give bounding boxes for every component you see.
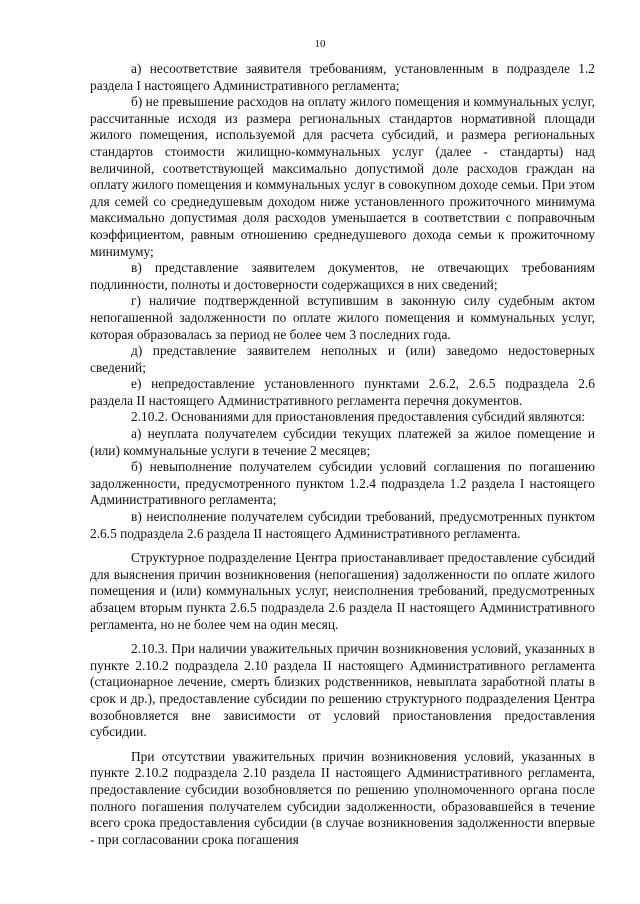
- page-number: 10: [314, 38, 326, 50]
- paragraph-no-valid-reasons: При отсутствии уважительных причин возникновения условий, указанных в пункте 2.10.2 подраздела 2.10 раздела II настоящего Административного регламента, предоставление субсидии возобновляется по решению уполномоченного органа после полного погашения получателем субсидии задолженности, образовавшейся в течение всего срока предоставления субсидии (в случае возникновения задолженности впервые - при согласовании срока погашения: [90, 748, 595, 847]
- paragraph-condition-b: б) не превышение расходов на оплату жилого помещения и коммунальных услуг, рассчитанные исходя из размера региональных стандартов нормативной площади жилого помещения, используемой для расчета субсидий, и размера региональных стандартов стоимости жилищно-коммунальных услуг (далее - стандарты) над величиной, соответствующей максимально допустимой доле расходов граждан на оплату жилого помещения и коммунальных услуг в совокупном доходе семьи. При этом для семей со среднедушевым доходом ниже установленного прожиточного минимума максимально допустимая доля расходов уменьшается в соответствии с поправочным коэффициентом, равным отношению среднедушевого дохода семьи к прожиточному минимуму;: [90, 94, 595, 259]
- paragraph-condition-a: а) несоответствие заявителя требованиям, установленным в подразделе 1.2 раздела I настоящего Административного регламента;: [90, 61, 595, 93]
- paragraph-condition-v: в) представление заявителем документов, не отвечающих требованиям подлинности, полноты и достоверности содержащихся в них сведений;: [90, 260, 595, 292]
- paragraph-suspension-b: б) невыполнение получателем субсидии условий соглашения по погашению задолженности, предусмотренного пунктом 1.2.4 подраздела 1.2 раздела I настоящего Административного регламента;: [90, 459, 595, 508]
- document-body: [90, 61, 595, 848]
- paragraph-suspension-v: в) неисполнение получателем субсидии требований, предусмотренных пунктом 2.6.5 подраздела 2.6 раздела II настоящего Административного регламента.: [90, 509, 595, 541]
- paragraph-center-suspends: Структурное подразделение Центра приостанавливает предоставление субсидий для выяснения причин возникновения (непогашения) задолженности по оплате жилого помещения и (или) коммунальных услуг, неисполнения требований, предусмотренных абзацем вторым пункта 2.6.5 подраздела 2.6 раздела II настоящего Административного регламента, но не более чем на один месяц.: [90, 550, 595, 632]
- paragraph-section-2-10-3: 2.10.3. При наличии уважительных причин возникновения условий, указанных в пункте 2.10.2 подраздела 2.10 раздела II настоящего Административного регламента (стационарное лечение, смерть близких родственников, невыплата заработной платы в срок и др.), предоставление субсидии по решению структурного подразделения Центра возобновляется вне зависимости от условий приостановления предоставления субсидии.: [90, 641, 595, 740]
- paragraph-condition-d: д) представление заявителем неполных и (или) заведомо недостоверных сведений;: [90, 343, 595, 375]
- paragraph-section-2-10-2: 2.10.2. Основаниями для приостановления предоставления субсидий являются:: [131, 409, 586, 425]
- paragraph-condition-e: е) непредоставление установленного пунктами 2.6.2, 2.6.5 подраздела 2.6 раздела II настоящего Административного регламента перечня документов.: [90, 376, 595, 408]
- paragraph-suspension-a: а) неуплата получателем субсидии текущих платежей за жилое помещение и (или) коммунальные услуги в течение 2 месяцев;: [90, 426, 595, 458]
- paragraph-condition-g: г) наличие подтвержденной вступившим в законную силу судебным актом непогашенной задолженности по оплате жилого помещения и коммунальных услуг, которая образовалась за период не более чем 3 последних года.: [90, 293, 595, 342]
